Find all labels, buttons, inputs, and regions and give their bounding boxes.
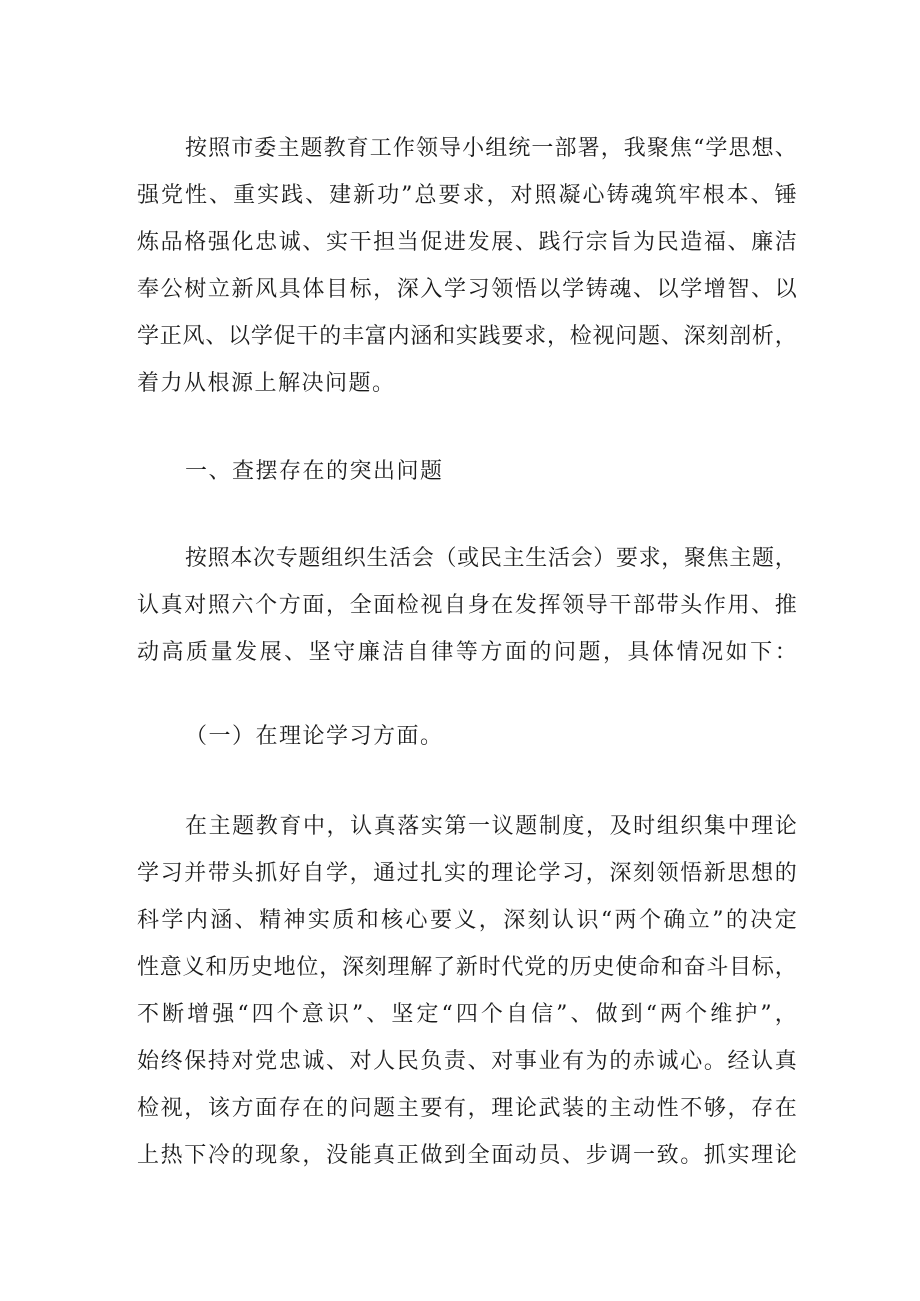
paragraph-line: 检视，该方面存在的问题主要有，理论武装的主动性不够，存在: [137, 1096, 797, 1121]
paragraph-line: 在主题教育中，认真落实第一议题制度，及时组织集中理论: [185, 814, 797, 839]
section-heading: 一、查摆存在的突出问题: [185, 459, 444, 484]
paragraph-line: 按照本次专题组织生活会（或民主生活会）要求，聚焦主题，: [185, 546, 797, 571]
subsection-heading: （一）在理论学习方面。: [185, 724, 444, 749]
paragraph-line: 按照市委主题教育工作领导小组统一部署，我聚焦“学思想、: [185, 136, 797, 161]
paragraph-line: 学习并带头抓好自学，通过扎实的理论学习，深刻领悟新思想的: [137, 861, 797, 886]
paragraph-line: 奉公树立新风具体目标，深入学习领悟以学铸魂、以学增智、以: [137, 277, 797, 302]
paragraph-line: 认真对照六个方面，全面检视自身在发挥领导干部带头作用、推: [137, 593, 797, 618]
paragraph-line: 着力从根源上解决问题。: [137, 371, 396, 396]
paragraph-line: 不断增强“四个意识”、坚定“四个自信”、做到“两个维护”，: [137, 1002, 797, 1027]
paragraph-line: 强党性、重实践、建新功”总要求，对照凝心铸魂筑牢根本、锤: [137, 183, 797, 208]
paragraph-line: 学正风、以学促干的丰富内涵和实践要求，检视问题、深刻剖析，: [137, 324, 797, 349]
paragraph-line: 科学内涵、精神实质和核心要义，深刻认识“两个确立”的决定: [137, 908, 797, 933]
paragraph-line: 上热下冷的现象，没能真正做到全面动员、步调一致。抓实理论: [137, 1143, 797, 1168]
paragraph-line: 动高质量发展、坚守廉洁自律等方面的问题，具体情况如下：: [137, 640, 797, 665]
paragraph-line: 炼品格强化忠诚、实干担当促进发展、践行宗旨为民造福、廉洁: [137, 230, 797, 255]
paragraph-line: 性意义和历史地位，深刻理解了新时代党的历史使命和奋斗目标，: [137, 955, 797, 980]
paragraph-line: 始终保持对党忠诚、对人民负责、对事业有为的赤诚心。经认真: [137, 1049, 797, 1074]
